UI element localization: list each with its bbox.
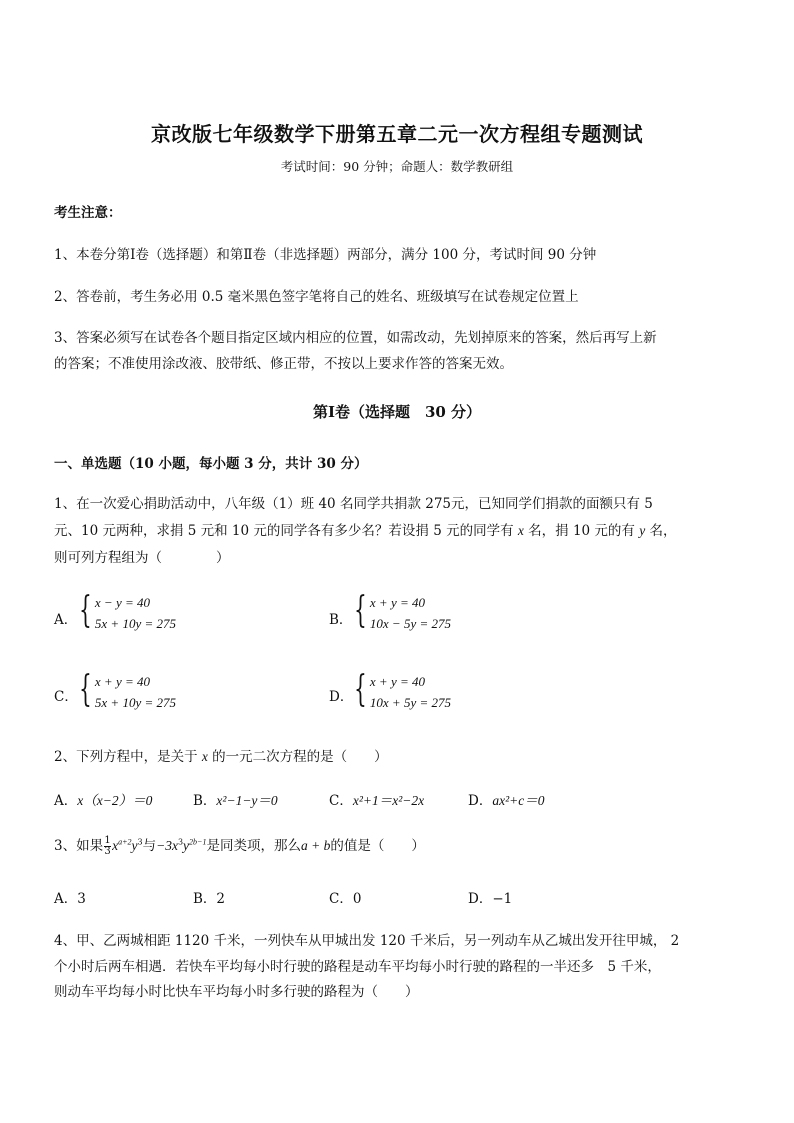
q3-term1-x-exp: a+2: [118, 837, 132, 847]
q3-option-a-label: A．: [54, 891, 78, 907]
q1-line-3: 则可列方程组为（ ）: [54, 550, 230, 566]
q1-var-x: x: [517, 523, 524, 538]
q3-term2-y-exp: 2b−1: [189, 837, 207, 847]
q2-stem-var: x: [201, 749, 208, 764]
q1-option-a-eq-2: 5x + 10y = 275: [94, 616, 176, 631]
q4-line-3: 则动车平均每小时比快车平均每小时多行驶的路程为（ ）: [54, 984, 419, 1000]
brace-icon: {: [354, 669, 367, 710]
q1-option-d-system[interactable]: [349, 671, 451, 713]
q3-term1-x: x: [112, 838, 119, 853]
q3-option-a[interactable]: [54, 887, 86, 907]
q3-option-d-text: −1: [492, 891, 513, 907]
q2-option-c-text: x²+1＝x²−2x: [352, 793, 425, 808]
q3-option-b-text: 2: [216, 891, 226, 907]
q2-option-a[interactable]: [54, 789, 152, 809]
q3-option-d-label: D．: [468, 891, 493, 907]
q2-option-a-label: A．: [54, 793, 78, 809]
q3-prefix: 3、如果: [54, 838, 104, 854]
q2-option-d[interactable]: [468, 789, 544, 809]
q1-option-b-eq-2: 10x − 5y = 275: [369, 616, 451, 631]
q1-line-2-text-a: 元、10 元两种，求捐 5 元和 10 元的同学各有多少名？若设捐 5 元的同学有: [54, 523, 518, 539]
q1-option-a-system[interactable]: [74, 592, 176, 634]
q1-line-2: [54, 519, 677, 539]
q1-option-b-eq-1: x + y = 40: [369, 595, 425, 610]
q2-option-b-label: B．: [193, 793, 217, 809]
q3-option-b-label: B．: [193, 891, 217, 907]
q3-mid: 与: [142, 838, 157, 854]
q2-stem: [54, 745, 388, 765]
q3-expr: a + b: [300, 838, 331, 853]
q1-option-b-system[interactable]: [349, 592, 451, 634]
q1-option-c-label: C．: [54, 689, 78, 705]
q3-option-c-label: C．: [329, 891, 353, 907]
q1-line-2-text-b: 名，捐 10 元的有: [523, 523, 640, 539]
q3-term2-y: y: [183, 838, 190, 853]
q3-fraction: [104, 836, 111, 857]
q3-term1-y: y: [131, 838, 138, 853]
q2-stem-a: 2、下列方程中，是关于: [54, 749, 202, 765]
q3-option-c-text: 0: [352, 891, 362, 907]
q1-option-c-eq-2: 5x + 10y = 275: [94, 695, 176, 710]
q4-line-2: 个小时后两车相遇．若快车平均每小时行驶的路程是动车平均每小时行驶的路程的一半还多 5 千米，: [54, 959, 661, 975]
q3-option-c[interactable]: [329, 887, 361, 907]
exam-info: 考试时间：90 分钟；命题人：数学教研组: [280, 159, 514, 174]
q1-option-c-system[interactable]: [74, 671, 176, 713]
q2-option-c[interactable]: [329, 789, 424, 809]
q4-line-1: 4、甲、乙两城相距 1120 千米，一列快车从甲城出发 120 千米后，另一列动车从乙城出发开往甲城， 2: [54, 933, 680, 949]
q2-stem-b: 的一元二次方程的是（ ）: [207, 749, 388, 765]
q1-option-a-label: A．: [54, 612, 78, 628]
q1-option-d-eq-2: 10x + 5y = 275: [369, 695, 451, 710]
q1-option-d-eq-1: x + y = 40: [369, 674, 425, 689]
page-title: 京改版七年级数学下册第五章二元一次方程组专题测试: [151, 122, 643, 146]
brace-icon: {: [79, 590, 92, 631]
q3-suffix-a: 是同类项，那么: [206, 838, 301, 854]
q3-option-a-text: 3: [77, 891, 86, 907]
q2-option-a-text: x（x−2）＝0: [77, 793, 153, 808]
brace-icon: {: [354, 590, 367, 631]
q3-term1-y-exp: 3: [137, 837, 143, 847]
notice-heading: 考生注意：: [54, 205, 122, 221]
q1-option-d-label: D．: [329, 689, 354, 705]
q2-option-d-text: ax²+c＝0: [492, 793, 545, 808]
q2-option-b-text: x²−1−y＝0: [216, 793, 278, 808]
notice-item-1: 1、本卷分第Ⅰ卷（选择题）和第Ⅱ卷（非选择题）两部分，满分 100 分，考试时间 90 分钟: [54, 247, 597, 263]
q1-option-b-label: B．: [329, 612, 353, 628]
q2-option-d-label: D．: [468, 793, 493, 809]
q1-var-y: y: [639, 523, 646, 538]
q1-line-2-text-c: 名，: [645, 523, 677, 539]
q1-option-a-eq-1: x − y = 40: [94, 595, 150, 610]
notice-item-3-line-1: 3、答案必须写在试卷各个题目指定区域内相应的位置，如需改动，先划掉原来的答案，然后再写上新: [54, 330, 657, 346]
q3-suffix-b: 的值是（ ）: [330, 838, 425, 854]
q3-option-b[interactable]: [193, 887, 225, 907]
q1-line-1: 1、在一次爱心捐助活动中，八年级（1）班 40 名同学共捐款 275元，已知同学们捐款的面额只有 5: [54, 496, 653, 512]
q3-term2-x: −3x: [156, 838, 178, 853]
q1-option-c-eq-1: x + y = 40: [94, 674, 150, 689]
q3-option-d[interactable]: [468, 887, 512, 907]
part-heading: 一、单选题（10 小题，每小题 3 分，共计 30 分）: [54, 456, 368, 472]
section-title: 第Ⅰ卷（选择题 30 分）: [312, 403, 482, 421]
brace-icon: {: [79, 669, 92, 710]
q3-frac-num: 1: [104, 835, 111, 846]
q3-frac-den: 3: [104, 846, 111, 857]
notice-item-3-line-2: 的答案；不准使用涂改液、胶带纸、修正带，不按以上要求作答的答案无效。: [54, 356, 513, 372]
q2-option-b[interactable]: [193, 789, 278, 809]
q3-term2-x-exp: 3: [177, 837, 184, 847]
q2-option-c-label: C．: [329, 793, 353, 809]
notice-item-2: 2、答卷前，考生务必用 0.5 毫米黑色签字笔将自己的姓名、班级填写在试卷规定位置上: [54, 289, 579, 305]
q3-stem: [54, 834, 425, 857]
